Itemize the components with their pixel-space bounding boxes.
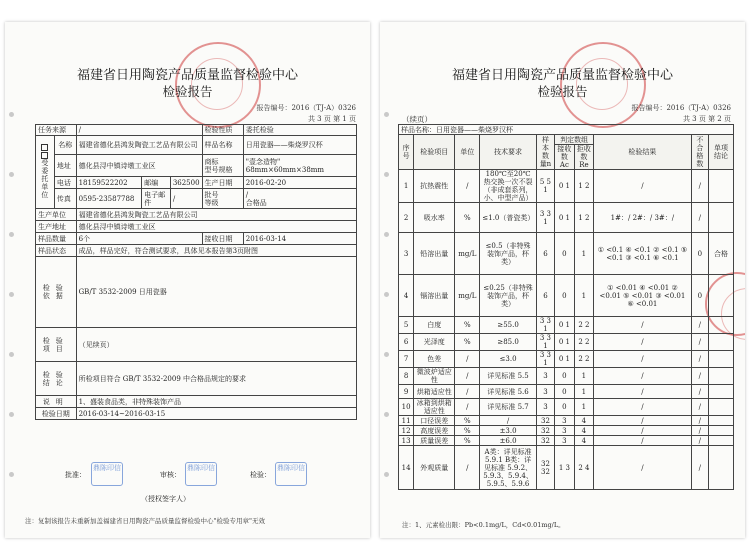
cell-mark — [709, 368, 734, 385]
cell-req: 180℃至20℃热交换一次不裂（非成套系列，小、中型产品） — [480, 170, 536, 203]
cell-result: / — [594, 317, 692, 334]
cell-unit: / — [455, 368, 480, 385]
trademark-model-value: "壹念造物" 68mm×60mm×38mm — [243, 155, 356, 177]
cell-no: 6 — [399, 334, 414, 351]
th-item: 检验项目 — [414, 135, 455, 170]
label-sample-name: 样品名称 — [202, 136, 243, 155]
cell-item: 质量误差 — [414, 436, 455, 446]
cell-unq: / — [691, 436, 708, 446]
cell-ac: 0 1 — [555, 317, 575, 334]
address-value: 德化县浔中镇诗墩工业区 — [76, 155, 202, 177]
label-sample-quantity: 样品数量 — [36, 233, 77, 245]
cell-ac: 0 1 — [555, 351, 575, 368]
table-row — [399, 426, 734, 436]
continued-label: （续页） — [402, 115, 432, 124]
cell-result: ① <0.01 ④ <0.01 ② <0.01 ⑤ <0.01 ③ <0.01 ⑥ <0.01 — [594, 275, 692, 317]
cell-item: 抗热震性 — [414, 170, 455, 203]
cell-ac: 0 — [555, 399, 575, 416]
cell-req: ≥85.0 — [480, 334, 536, 351]
client-type-cell: 受委托单位 — [36, 136, 55, 209]
cell-qty: 6 — [536, 233, 554, 275]
cell-mark — [709, 446, 734, 490]
cell-unq: / — [691, 426, 708, 436]
cell-unit: / — [455, 170, 480, 203]
cell-re: 2 2 — [574, 334, 594, 351]
cell-unq: / — [691, 317, 708, 334]
cell-qty: 32 — [536, 426, 554, 436]
cell-re: 1 — [574, 233, 594, 275]
th-no: 序号 — [399, 135, 414, 170]
cell-mark — [709, 317, 734, 334]
cell-unq: 0 — [691, 275, 708, 317]
label-remark: 说明 — [36, 396, 77, 408]
cell-no: 2 — [399, 203, 414, 233]
sample-name-value: 日用瓷器——柴烧罗汉杯 — [243, 136, 356, 155]
cell-no: 13 — [399, 436, 414, 446]
sample-quantity-value: 6个 — [76, 233, 202, 245]
doc-title: 检验报告 — [162, 84, 213, 99]
task-source-value: / — [76, 125, 202, 136]
cell-req: ≤3.0 — [480, 351, 536, 368]
cell-result: 1#：/ 2#：/ 3#：/ — [594, 203, 692, 233]
cell-unit: mg/L — [455, 233, 480, 275]
cell-req: ±6.0 — [480, 436, 536, 446]
detection-limit-note: 注：1、元素检出限：Pb<0.1mg/L，Cd<0.01mg/L。 — [402, 521, 565, 529]
reviewer-seal: 鼎陈印信 — [185, 462, 217, 486]
info-table: 任务来源 / 检验性质 委托检验 受委托单位 名称 福建省德化县鸿发陶瓷工艺品有限公司 样品名称 日用瓷器——柴烧罗汉杯 地址 德化县浔中镇诗墩工业区 商标 型号规格 "壹念造物" 68mm×60mm×38mm 电话 18159522202 邮编 362500 生产日期 2016-02-20 传真 0595-23587788 电子邮件 / 批号 等级 / 合格品 生产单位 福建省德化县鸿发陶瓷工艺品有限公司 生产地址 德化县浔中镇诗墩工业区 样品数量 6个 接收日期 2016-03-14 样品状态 成品，样品完好，符合测试要求，具体见本报告第3页附图 检验依据 GB/T 3532-2009 日用瓷器 检验项目 （见续页） 检验结论 所检项目符合 GB/T 3532-2009 中合格品规定的要求 说明 1、盛装食品类，非特殊装饰产品 检验日期 2016-03-14~2016-03-15 — [35, 124, 357, 420]
cell-result: / — [594, 351, 692, 368]
cell-req: A类：详见标准 5.9.1 B类：详见标准 5.9.2、5.9.3、5.9.4、5.9.5、5.9.6 — [480, 446, 536, 490]
cell-ac: 0 1 — [555, 334, 575, 351]
cell-unit: % — [455, 436, 480, 446]
cell-req: ≤0.5（非特殊装饰产品，杯类） — [480, 233, 536, 275]
cell-qty: 32 — [536, 416, 554, 426]
cell-mark — [709, 275, 734, 317]
th-result: 检验结果 — [594, 135, 692, 170]
cell-re: 4 — [574, 426, 594, 436]
cell-unit: / — [455, 351, 480, 368]
cell-no: 9 — [399, 385, 414, 399]
cell-mark — [709, 203, 734, 233]
cell-mark — [709, 170, 734, 203]
cell-unq: / — [691, 385, 708, 399]
cell-mark — [709, 334, 734, 351]
cell-ac: 0 — [555, 275, 575, 317]
sample-line: 样品名称：日用瓷器——柴烧罗汉杯 — [399, 125, 734, 135]
cell-result: / — [594, 170, 692, 203]
page-info: 共 3 页 第 1 页 — [307, 115, 356, 123]
items-value: （见续页） — [76, 328, 356, 362]
cell-ac: 0 1 — [555, 170, 575, 203]
table-row — [399, 275, 734, 317]
batch-grade-value: / 合格品 — [243, 189, 356, 209]
table-row — [399, 351, 734, 368]
cell-result: / — [594, 446, 692, 490]
label-fax: 传真 — [54, 189, 76, 209]
receive-date-value: 2016-03-14 — [243, 233, 356, 245]
basis-value: GB/T 3532-2009 日用瓷器 — [76, 257, 356, 328]
client-name-value: 福建省德化县鸿发陶瓷工艺品有限公司 — [76, 136, 202, 155]
cell-qty: 3 3 1 — [536, 203, 554, 233]
table-row — [399, 368, 734, 385]
cell-item: 高度误差 — [414, 426, 455, 436]
cell-ac: 0 — [555, 233, 575, 275]
label-receive-date: 接收日期 — [202, 233, 243, 245]
table-row — [399, 385, 734, 399]
cell-unq: / — [691, 416, 708, 426]
production-date-value: 2016-02-20 — [243, 177, 356, 189]
cell-req: 详见标准 5.7 — [480, 399, 536, 416]
table-row — [399, 334, 734, 351]
cell-unit: % — [455, 416, 480, 426]
cell-ac: 1 3 — [555, 446, 575, 490]
cell-unit: / — [455, 446, 480, 490]
tester-seal: 鼎陈印信 — [275, 462, 307, 486]
label-producer: 生产单位 — [36, 209, 77, 221]
cell-re: 1 — [574, 275, 594, 317]
cell-re: 4 — [574, 416, 594, 426]
cell-qty: 5 5 1 — [536, 170, 554, 203]
label-test-nature: 检验性质 — [202, 125, 243, 136]
th-sample-qty: 样本数量n — [536, 135, 554, 170]
table-row — [399, 233, 734, 275]
cell-no: 11 — [399, 416, 414, 426]
cell-unq: / — [691, 368, 708, 385]
period-value: 2016-03-14~2016-03-15 — [76, 408, 356, 420]
th-requirement: 技术要求 — [480, 135, 536, 170]
reviewer-label: 审核： — [160, 471, 181, 479]
cell-unit: % — [455, 203, 480, 233]
cell-no: 5 — [399, 317, 414, 334]
cell-ac: 3 — [555, 416, 575, 426]
cell-unit: % — [455, 317, 480, 334]
cell-result: / — [594, 399, 692, 416]
cell-unq: / — [691, 334, 708, 351]
cell-qty: 3 3 1 — [536, 317, 554, 334]
cell-mark — [709, 426, 734, 436]
cell-item: 色差 — [414, 351, 455, 368]
conclusion-value: 所检项目符合 GB/T 3532-2009 中合格品规定的要求 — [76, 362, 356, 396]
postcode-value: 362500 — [170, 177, 202, 189]
cell-ac: 0 1 — [555, 203, 575, 233]
cell-no: 1 — [399, 170, 414, 203]
cell-re: 2 4 — [574, 446, 594, 490]
producer-value: 福建省德化县鸿发陶瓷工艺品有限公司 — [76, 209, 356, 221]
results-table — [398, 124, 734, 490]
cell-req: ≤0.25（非特殊装饰产品，杯类） — [480, 275, 536, 317]
cell-item: 铅溶出量 — [414, 233, 455, 275]
cell-result: / — [594, 334, 692, 351]
label-items: 检验项目 — [36, 328, 77, 362]
approver-seal: 鼎陈印信 — [91, 462, 123, 486]
test-nature-value: 委托检验 — [243, 125, 356, 136]
remark-value: 1、盛装食品类，非特殊装饰产品 — [76, 396, 356, 408]
cell-re: 1 2 — [574, 203, 594, 233]
cell-ac: 0 — [555, 368, 575, 385]
label-phone: 电话 — [54, 177, 76, 189]
cell-unq: / — [691, 446, 708, 490]
cell-item: 口径误差 — [414, 416, 455, 426]
cell-ac: 3 — [555, 436, 575, 446]
cell-re: 2 2 — [574, 317, 594, 334]
th-judge-group: 判定数组 — [555, 135, 594, 145]
label-postcode: 邮编 — [142, 177, 171, 189]
cell-req: 详见标准 5.6 — [480, 385, 536, 399]
table-row — [399, 416, 734, 426]
cell-item: 镉溶出量 — [414, 275, 455, 317]
table-row — [399, 446, 734, 490]
cell-qty: 3 — [536, 399, 554, 416]
cell-unit: / — [455, 385, 480, 399]
label-trademark-model: 商标 型号规格 — [202, 155, 243, 177]
tester-label: 检验： — [250, 471, 271, 479]
cell-mark — [709, 385, 734, 399]
cell-item: 烘箱适应性 — [414, 385, 455, 399]
production-address-value: 德化县浔中镇诗墩工业区 — [76, 221, 356, 233]
th-unit: 单位 — [455, 135, 480, 170]
cell-no: 8 — [399, 368, 414, 385]
cell-no: 10 — [399, 399, 414, 416]
table-row — [399, 399, 734, 416]
cell-req: ≥55.0 — [480, 317, 536, 334]
email-value: / — [170, 189, 202, 209]
doc-title: 检验报告 — [537, 84, 588, 99]
cell-qty: 6 — [536, 275, 554, 317]
cell-qty: 3 3 1 — [536, 351, 554, 368]
cell-result: / — [594, 426, 692, 436]
report-page-2 — [380, 22, 745, 538]
report-page-1 — [5, 22, 370, 538]
cell-unq: 0 — [691, 233, 708, 275]
cell-mark — [709, 351, 734, 368]
label-sample-state: 样品状态 — [36, 245, 77, 257]
label-production-date: 生产日期 — [202, 177, 243, 189]
label-batch-grade: 批号 等级 — [202, 189, 243, 209]
cell-item: 冰箱到烘箱适应性 — [414, 399, 455, 416]
cell-mark — [709, 399, 734, 416]
cell-mark: 合格 — [709, 233, 734, 275]
cell-req: ≤1.0（普瓷类） — [480, 203, 536, 233]
phone-value: 18159522202 — [76, 177, 142, 189]
cell-item: 外观质量 — [414, 446, 455, 490]
label-email: 电子邮件 — [142, 189, 171, 209]
table-row — [399, 317, 734, 334]
cell-unit: mg/L — [455, 275, 480, 317]
copy-footnote: 注：复制该报告未重新加盖福建省日用陶瓷产品质量监督检验中心"检验专用章"无效 — [25, 517, 265, 525]
cell-result: ① <0.1 ④ <0.1 ② <0.1 ⑤ <0.1 ③ <0.1 ⑥ <0.1 — [594, 233, 692, 275]
cell-re: 1 — [574, 399, 594, 416]
cell-qty: 3 — [536, 385, 554, 399]
cell-unq: / — [691, 203, 708, 233]
authorized-signer-note: （授权签字人） — [141, 495, 190, 503]
cell-mark — [709, 416, 734, 426]
cell-ac: 0 — [555, 385, 575, 399]
label-basis: 检验依据 — [36, 257, 77, 328]
cell-unq: / — [691, 351, 708, 368]
center-name: 福建省日用陶瓷产品质量监督检验中心 — [451, 68, 673, 83]
cell-item: 光泽度 — [414, 334, 455, 351]
report-number: 报告编号：2016（TJ-A）0326 — [256, 104, 356, 112]
cell-result: / — [594, 416, 692, 426]
label-conclusion: 检验结论 — [36, 362, 77, 396]
cell-item: 吸水率 — [414, 203, 455, 233]
label-period: 检验日期 — [36, 408, 77, 420]
cell-no: 4 — [399, 275, 414, 317]
cell-qty: 3 3 1 — [536, 334, 554, 351]
cell-re: 1 — [574, 368, 594, 385]
table-row — [399, 170, 734, 203]
th-conclusion: 单项结论 — [709, 135, 734, 170]
cell-ac: 3 — [555, 426, 575, 436]
page-info: 共 3 页 第 2 页 — [682, 115, 731, 123]
cell-result: / — [594, 385, 692, 399]
cell-re: 4 — [574, 436, 594, 446]
cell-no: 3 — [399, 233, 414, 275]
approver-label: 批准： — [65, 471, 86, 479]
center-name: 福建省日用陶瓷产品质量监督检验中心 — [76, 68, 298, 83]
th-reject: 拒收数Re — [574, 145, 594, 170]
table-row — [399, 203, 734, 233]
label-production-address: 生产地址 — [36, 221, 77, 233]
cell-re: 1 2 — [574, 170, 594, 203]
cell-item: 微波炉适应性 — [414, 368, 455, 385]
label-address: 地址 — [54, 155, 76, 177]
cell-qty: 32 — [536, 436, 554, 446]
th-unqualified: 不合格数 — [691, 135, 708, 170]
cell-unq: / — [691, 399, 708, 416]
cell-req: 详见标准 5.5 — [480, 368, 536, 385]
cell-mark — [709, 436, 734, 446]
th-accept: 接收数Ac — [555, 145, 575, 170]
cell-re: 1 — [574, 385, 594, 399]
cell-unit: / — [455, 399, 480, 416]
cell-no: 7 — [399, 351, 414, 368]
cell-qty: 32 32 — [536, 446, 554, 490]
report-number: 报告编号：2016（TJ-A）0326 — [631, 104, 731, 112]
fax-value: 0595-23587788 — [76, 189, 142, 209]
cell-req: / — [480, 416, 536, 426]
sample-state-value: 成品，样品完好，符合测试要求，具体见本报告第3页附图 — [76, 245, 356, 257]
cell-unit: % — [455, 334, 480, 351]
cell-result: / — [594, 436, 692, 446]
cell-re: 2 2 — [574, 351, 594, 368]
label-task-source: 任务来源 — [36, 125, 77, 136]
cell-unit: % — [455, 426, 480, 436]
cell-no: 14 — [399, 446, 414, 490]
cell-result: / — [594, 368, 692, 385]
cell-req: ±3.0 — [480, 426, 536, 436]
cell-item: 白度 — [414, 317, 455, 334]
table-row — [399, 436, 734, 446]
cell-qty: 3 — [536, 368, 554, 385]
cell-no: 12 — [399, 426, 414, 436]
cell-unq: / — [691, 170, 708, 203]
